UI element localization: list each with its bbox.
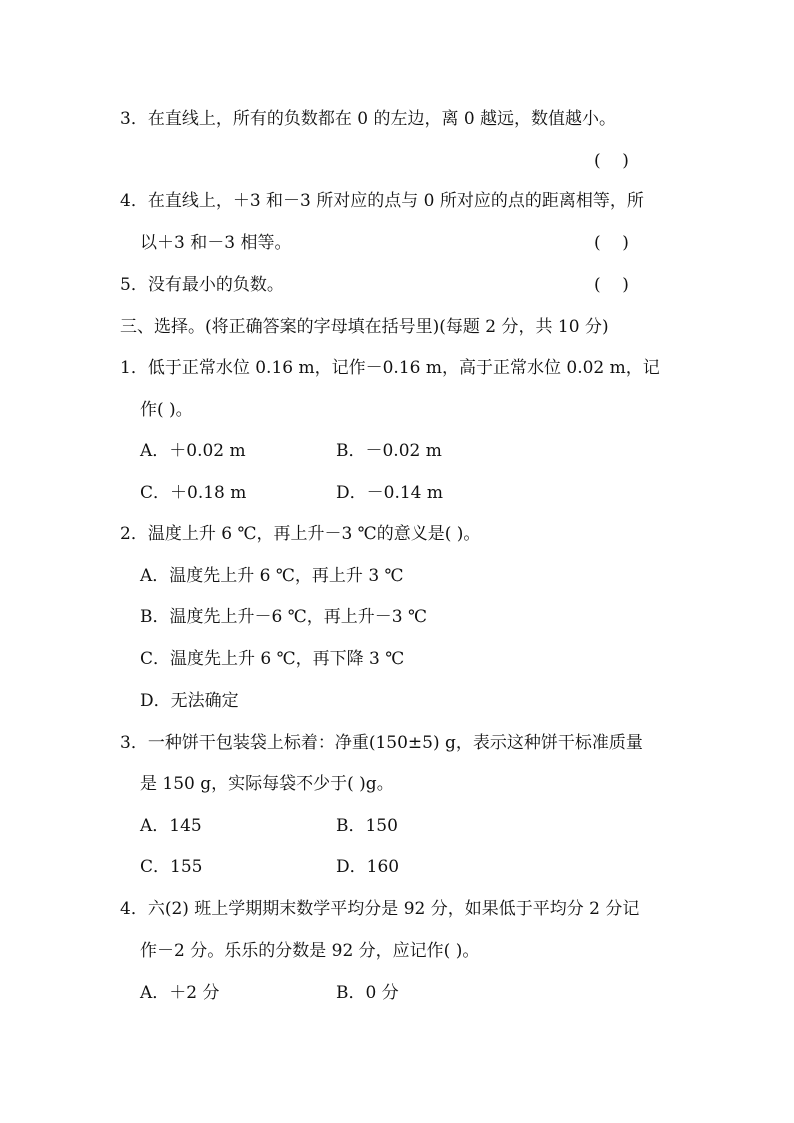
question-3-option-b[interactable]: B．150 [336,816,398,836]
question-4-option-b[interactable]: B．0 分 [336,983,399,1003]
judge-item-3-answer-paren[interactable]: ( ) [594,151,629,171]
question-4-option-a[interactable]: A．＋2 分 [140,983,220,1003]
question-3-option-c[interactable]: C．155 [140,857,203,877]
question-4-line2: 作－2 分。乐乐的分数是 92 分，应记作( )。 [140,941,480,961]
question-1-line2: 作( )。 [140,400,193,420]
question-3-option-a[interactable]: A．145 [140,816,202,836]
judge-item-4-line2: 以＋3 和－3 相等。 [140,233,292,253]
question-1-option-b[interactable]: B．－0.02 m [336,441,442,461]
question-4: 4．六(2) 班上学期期末数学平均分是 92 分，如果低于平均分 2 分记 [120,899,640,919]
question-1-option-d[interactable]: D．－0.14 m [336,483,444,503]
section-3-title: 三、选择。(将正确答案的字母填在括号里)(每题 2 分，共 10 分) [120,317,609,337]
question-3-line2: 是 150 g，实际每袋不少于( )g。 [140,774,394,794]
question-2-option-a[interactable]: A．温度先上升 6 ℃，再上升 3 ℃ [140,566,404,586]
question-3: 3．一种饼干包装袋上标着：净重(150±5) g，表示这种饼干标准质量 [120,733,643,753]
question-2-option-c[interactable]: C．温度先上升 6 ℃，再下降 3 ℃ [140,649,405,669]
judge-item-5-answer-paren[interactable]: ( ) [594,275,629,295]
question-1-option-c[interactable]: C．＋0.18 m [140,483,247,503]
question-1: 1．低于正常水位 0.16 m，记作－0.16 m，高于正常水位 0.02 m，记 [120,358,660,378]
question-3-option-d[interactable]: D．160 [336,857,400,877]
judge-item-4-answer-paren[interactable]: ( ) [594,233,629,253]
judge-item-4: 4．在直线上，＋3 和－3 所对应的点与 0 所对应的点的距离相等，所 [120,191,644,211]
question-1-option-a[interactable]: A．＋0.02 m [140,441,246,461]
judge-item-5: 5．没有最小的负数。 [120,275,284,295]
judge-item-3: 3．在直线上，所有的负数都在 0 的左边，离 0 越远，数值越小。 [120,109,617,129]
question-2: 2．温度上升 6 ℃，再上升－3 ℃的意义是( )。 [120,524,481,544]
question-2-option-d[interactable]: D．无法确定 [140,691,239,711]
question-2-option-b[interactable]: B．温度先上升－6 ℃，再上升－3 ℃ [140,607,427,627]
